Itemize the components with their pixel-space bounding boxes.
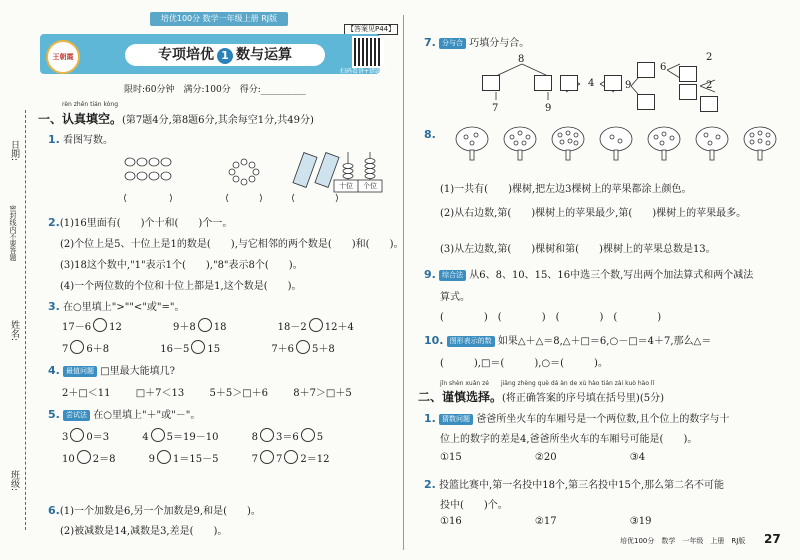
series-banner: 培优100分 数学一年级上册 RJ版 <box>150 12 288 26</box>
operator-circle[interactable] <box>301 428 315 442</box>
q7-number: 2 <box>706 80 713 91</box>
q4-items: 2＋□＜11 □＋7＜13 5＋5＞□＋6 8＋7＞□＋5 <box>62 388 352 399</box>
answer-reference: 【答案见P44】 <box>344 24 398 35</box>
qr-caption: 扫码看讲+错题本 <box>340 68 388 75</box>
q7-blank-box[interactable] <box>604 75 622 91</box>
operator-circle[interactable] <box>77 450 91 464</box>
page-number: 27 <box>764 532 781 546</box>
binding-line <box>25 110 26 530</box>
tree-icon <box>696 127 728 160</box>
tree-icon <box>552 127 584 160</box>
q7-blank-box[interactable] <box>534 75 552 91</box>
q2-line3: (3)18这个数中,"1"表示1个( ),"8"表示8个( )。 <box>60 260 303 271</box>
ducks-picture <box>125 158 171 180</box>
q3-row2: 7 6＋8 16－5 15 7＋6 5＋8 <box>62 340 335 355</box>
q5-row1: 3 0＝3 4 5＝19－10 8 3＝6 5 <box>62 428 323 443</box>
answer-parens <box>125 194 338 202</box>
tree-icon <box>744 127 776 160</box>
date-label: 日期: <box>9 140 19 162</box>
q7-number: 7 <box>492 103 499 114</box>
operator-circle[interactable] <box>151 428 165 442</box>
operator-circle[interactable] <box>260 428 274 442</box>
q7-blank-box[interactable] <box>637 62 655 78</box>
q2-line2: (2)个位上是5、十位上是1的数是( ),与它相邻的两个数是( )和( )。 <box>60 239 404 250</box>
q5-row2: 10 2＝8 9 1＝15－5 7 7 2＝12 <box>62 450 330 465</box>
operator-circle[interactable] <box>260 450 274 464</box>
name-label: 姓名: <box>9 320 19 342</box>
compare-circle[interactable] <box>309 318 323 332</box>
q7: 7. 分与合 巧填分与合。 <box>424 36 530 49</box>
c1-line2: 位上的数字的差是4,爸爸所坐火车的车厢号可能是( )。 <box>440 434 698 445</box>
sec2-pinyin: jǐn shèn xuǎn zé jiāng zhèng què dá àn de xù hào tián zài kuò hào lǐ <box>440 380 655 387</box>
footer-text: 培优100分 数学 一年级 上册 RJ版 <box>620 537 746 545</box>
compare-circle[interactable] <box>191 340 205 354</box>
q6-line1: 6.(1)一个加数是6,另一个加数是9,和是( )。 <box>48 504 261 517</box>
q7-number: 6 <box>660 62 667 73</box>
q2-line4: (4)一个两位数的个位和十位上都是1,这个数是( )。 <box>60 281 302 292</box>
q9-line2: 算式。 <box>440 292 470 303</box>
operator-circle[interactable] <box>284 450 298 464</box>
q7-blank-box[interactable] <box>679 84 697 100</box>
q1: 1. 看图写数。 <box>48 133 114 146</box>
stick-bundles-picture <box>293 153 339 188</box>
brand-logo: 王朝霞 <box>46 40 80 74</box>
column-divider <box>403 15 404 550</box>
q10-line2: ( ),□＝( ),○＝( )。 <box>440 358 608 369</box>
tree-icon <box>504 127 536 160</box>
q7-blank-box[interactable] <box>560 75 578 91</box>
c1-line1: 1. 猜数问题 爸爸所坐火车的车厢号是一个两位数,且个位上的数字与十 <box>424 412 730 425</box>
q7-number: 2 <box>706 52 713 63</box>
sec1-pinyin: rèn zhēn tián kòng <box>62 101 119 108</box>
q7-number: 8 <box>518 54 525 65</box>
class-label: 班级: <box>9 470 19 492</box>
q5: 5. 尝试法 在○里填上"＋"或"－"。 <box>48 408 201 421</box>
tree-icon <box>648 127 680 160</box>
q7-number: 9 <box>545 103 552 114</box>
q8-line2: (2)从右边数,第( )棵树上的苹果最少,第( )棵树上的苹果最多。 <box>440 208 747 219</box>
compare-circle[interactable] <box>296 340 310 354</box>
q1-pictures <box>58 148 383 203</box>
seal-note: 密封线内不要答题 <box>9 205 17 261</box>
c2-line1: 2. 投篮比赛中,第一名投中18个,第三名投中15个,那么第二名不可能 <box>424 478 725 491</box>
q4: 4. 最值问题 □里最大能填几? <box>48 364 176 377</box>
q7-blank-box[interactable] <box>482 75 500 91</box>
q7-number: 4 <box>588 78 595 89</box>
option[interactable]: ③19 <box>629 516 652 527</box>
q2-line1: 2.(1)16里面有( )个十和( )个一。 <box>48 216 233 229</box>
q7-blank-box[interactable] <box>700 96 718 112</box>
q7-blank-box[interactable] <box>679 66 697 82</box>
c2-line2: 投中( )个。 <box>440 500 508 511</box>
bead-ring-picture <box>229 159 259 185</box>
q3-row1: 17－6 12 9＋8 18 18－2 12＋4 <box>62 318 354 333</box>
q10-line1: 10. 图形表示的数 如果△＋△＝8,△＋□＝6,○－□＝4＋7,那么△＝ <box>424 334 712 347</box>
page-title: 专项培优 1 数与运算 <box>125 44 325 66</box>
option[interactable]: ②17 <box>534 516 557 527</box>
q8-line1: (1)一共有( )棵树,把左边3棵树上的苹果都涂上颜色。 <box>440 184 692 195</box>
title-number: 1 <box>217 48 233 64</box>
c1-options <box>440 452 645 463</box>
option[interactable]: ②20 <box>534 452 557 463</box>
q8-line3: (3)从左边数,第( )棵树和第( )棵树上的苹果总数是13。 <box>440 244 716 255</box>
apple-trees-picture <box>450 125 780 165</box>
time-score-line: 限时:60分钟 满分:100分 得分:__________ <box>124 85 306 95</box>
compare-circle[interactable] <box>70 340 84 354</box>
q9-answer-parens[interactable]: ( ) ( ) ( ) ( ) <box>440 312 662 323</box>
c2-options <box>440 516 651 527</box>
q3: 3. 在○里填上">""<"或"="。 <box>48 300 185 313</box>
q7-blank-box[interactable] <box>637 94 655 110</box>
option[interactable]: ③4 <box>629 452 646 463</box>
q8-number: 8. <box>424 128 436 141</box>
option[interactable]: ①15 <box>440 452 462 463</box>
tree-icon <box>456 127 488 160</box>
operator-circle[interactable] <box>70 428 84 442</box>
qr-code[interactable] <box>352 36 384 68</box>
place-value-labels: 十位 个位 <box>339 182 377 190</box>
tree-icon <box>600 127 632 160</box>
q9-line1: 9. 综合法 从6、8、10、15、16中选三个数,写出两个加法算式和两个减法 <box>424 268 754 281</box>
operator-circle[interactable] <box>157 450 171 464</box>
compare-circle[interactable] <box>198 318 212 332</box>
section-2-heading: 二、谨慎选择。(将正确答案的序号填在括号里)(5分) <box>418 390 664 404</box>
q6-line2: (2)被减数是14,减数是3,差是( )。 <box>60 526 228 537</box>
q7-number: 9 <box>625 80 632 91</box>
section-1-heading: 一、认真填空。(第7题4分,第8题6分,其余每空1分,共49分) <box>38 112 314 126</box>
option[interactable]: ①16 <box>440 516 462 527</box>
compare-circle[interactable] <box>93 318 107 332</box>
